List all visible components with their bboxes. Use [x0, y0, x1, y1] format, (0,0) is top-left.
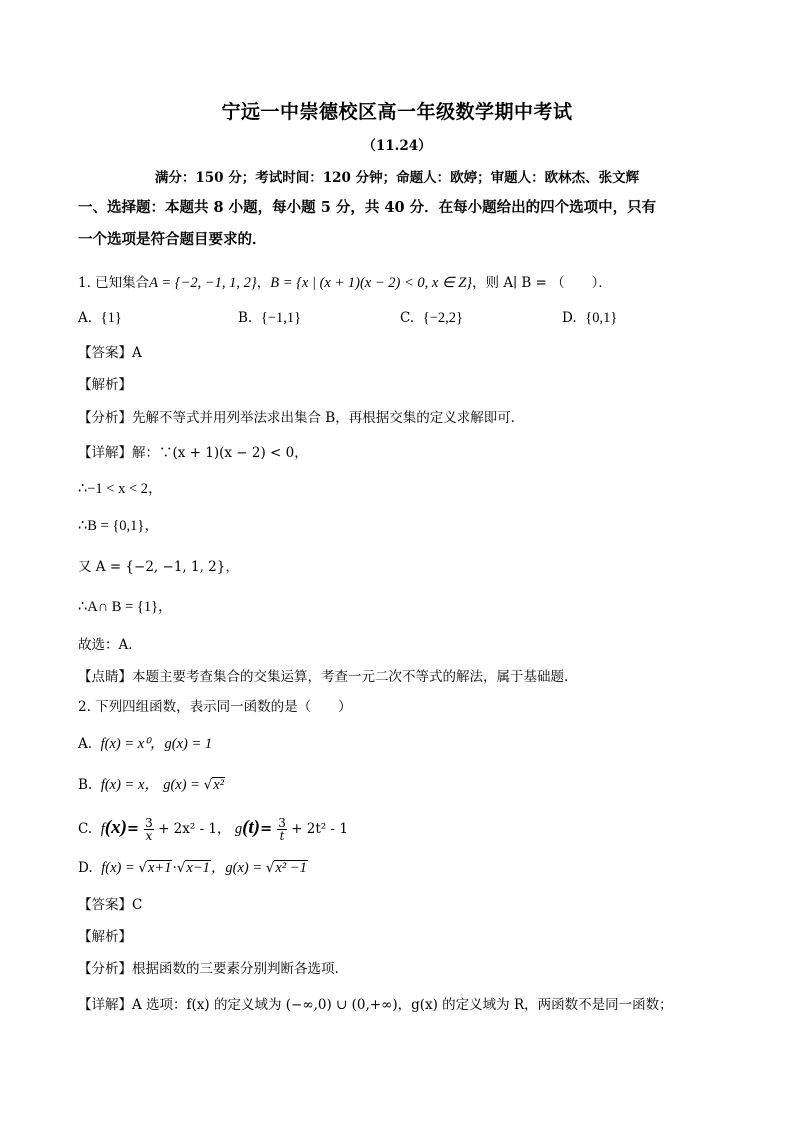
- q2-option-c-rest-2: + 2t² - 1: [291, 821, 348, 837]
- q2-option-d-f: f(x) =: [101, 860, 139, 876]
- page-title: 宁远一中崇德校区高一年级数学期中考试: [221, 101, 573, 123]
- q1-step-4: ∴A∩ B = {1}，: [78, 599, 173, 615]
- q1-step-2: ∴B = {0,1}，: [78, 518, 159, 534]
- q2-option-b-radicand: x²: [213, 777, 224, 793]
- q2-analysis-head: 【解析】: [78, 929, 132, 945]
- frac-numerator: 3: [278, 816, 286, 830]
- frac-denominator: t: [279, 829, 285, 843]
- q2-option-c-arg: (x): [104, 817, 127, 838]
- q2-option-d-radicand-1: x+1: [148, 860, 172, 876]
- q2-option-c-g: g: [234, 821, 243, 837]
- q1-set-b: B = {x | (x + 1)(x − 2) < 0, x ∈ Z}: [270, 275, 473, 291]
- q1-option-a: [78, 309, 122, 327]
- q1-comma: ，: [256, 275, 271, 291]
- q1-option-b-label: B.: [238, 310, 253, 326]
- q2-option-c-rest-1: + 2x² - 1，: [158, 821, 231, 837]
- q2-option-b-label: B.: [78, 777, 93, 793]
- q1-option-d-value: {0,1}: [585, 310, 618, 326]
- q1-option-b-value: {−1,1}: [260, 310, 302, 326]
- q2-option-c-arg-t: (t): [242, 817, 260, 838]
- sqrt-sign-icon: √: [265, 860, 275, 876]
- q1-prefix: 1. 已知集合: [78, 275, 150, 291]
- q2-analysis: 【分析】根据函数的三要素分别判断各选项.: [78, 961, 339, 977]
- q1-option-a-value: {1}: [100, 310, 122, 326]
- q2-option-a-math: f(x) = x⁰，g(x) = 1: [100, 736, 213, 752]
- sqrt-sign-icon: √: [203, 777, 213, 793]
- q2-option-b-g: g(x) =: [163, 777, 204, 793]
- sqrt-sign-icon: √: [176, 860, 186, 876]
- exam-date: （11.24）: [362, 138, 432, 154]
- q2-detail: 【详解】A 选项：f(x) 的定义域为 (−∞,0) ∪ (0,+∞)，g(x) 的定义域为 R，两函数不是同一函数；: [78, 997, 673, 1013]
- q1-option-c: [400, 309, 463, 327]
- q1-answer: 【答案】A: [78, 345, 142, 361]
- question-2-stem: 2. 下列四组函数，表示同一函数的是（ ）: [78, 699, 352, 715]
- q1-option-c-value: {−2,2}: [422, 310, 463, 326]
- q2-option-c-f: f: [100, 821, 105, 837]
- q2-option-c-eq-2: =: [260, 820, 278, 837]
- exam-info: 满分：150 分；考试时间：120 分钟；命题人：欧婷；审题人：欧林杰、张文辉: [154, 170, 640, 186]
- q1-option-b: [238, 309, 301, 327]
- q1-analysis: 【分析】先解不等式并用列举法求出集合 B，再根据交集的定义求解即可．: [78, 410, 525, 426]
- q1-step-1: ∴−1 < x < 2，: [78, 481, 163, 497]
- q1-analysis-head: 【解析】: [78, 377, 132, 393]
- q2-option-d-radicand-2: x−1: [186, 860, 210, 876]
- section-heading-line2: 一个选项是符合题目要求的．: [78, 231, 267, 248]
- q1-choose: 故选：A．: [78, 637, 142, 653]
- q2-option-a-label: A.: [78, 736, 93, 752]
- q2-option-d: [78, 859, 308, 877]
- q2-option-d-radicand-3: x² −1: [275, 860, 307, 876]
- q2-option-a: [78, 735, 212, 753]
- q2-option-d-g: ，g(x) =: [210, 860, 266, 876]
- q2-option-b-f: f(x) = x，: [100, 777, 159, 793]
- q1-option-d-label: D.: [562, 310, 577, 326]
- q2-option-d-dot: ·: [172, 860, 177, 876]
- q2-option-c-eq: =: [126, 820, 145, 837]
- q1-option-c-label: C.: [400, 310, 415, 326]
- q2-answer: 【答案】C: [78, 897, 143, 913]
- q2-option-b: [78, 776, 225, 794]
- q1-option-a-label: A.: [78, 310, 93, 326]
- q2-option-c-frac-x: [144, 817, 154, 842]
- frac-numerator: 3: [145, 816, 153, 830]
- q2-option-c-label: C.: [78, 821, 93, 837]
- sqrt-sign-icon: √: [138, 860, 147, 876]
- section-heading-line1: 一、选择题：本题共 8 小题，每小题 5 分，共 40 分．在每小题给出的四个选项中，只有: [78, 199, 657, 216]
- q1-option-d: [562, 309, 617, 327]
- frac-denominator: x: [145, 829, 153, 843]
- q1-comment: 【点睛】本题主要考查集合的交集运算，考查一元二次不等式的解法，属于基础题．: [78, 669, 578, 685]
- q2-option-d-label: D.: [78, 860, 93, 876]
- q2-option-c: [78, 815, 348, 842]
- q1-step-3: 又 A = {−2, −1, 1, 2}，: [78, 559, 239, 575]
- q2-option-c-frac-t: [277, 817, 287, 842]
- q1-detail: 【详解】解：∵(x + 1)(x − 2) < 0，: [78, 445, 308, 461]
- question-1-stem: [78, 274, 612, 292]
- q1-ask: ，则 A∣ B = （ ）．: [472, 275, 612, 291]
- q1-set-a: A = {−2, −1, 1, 2}: [149, 275, 257, 291]
